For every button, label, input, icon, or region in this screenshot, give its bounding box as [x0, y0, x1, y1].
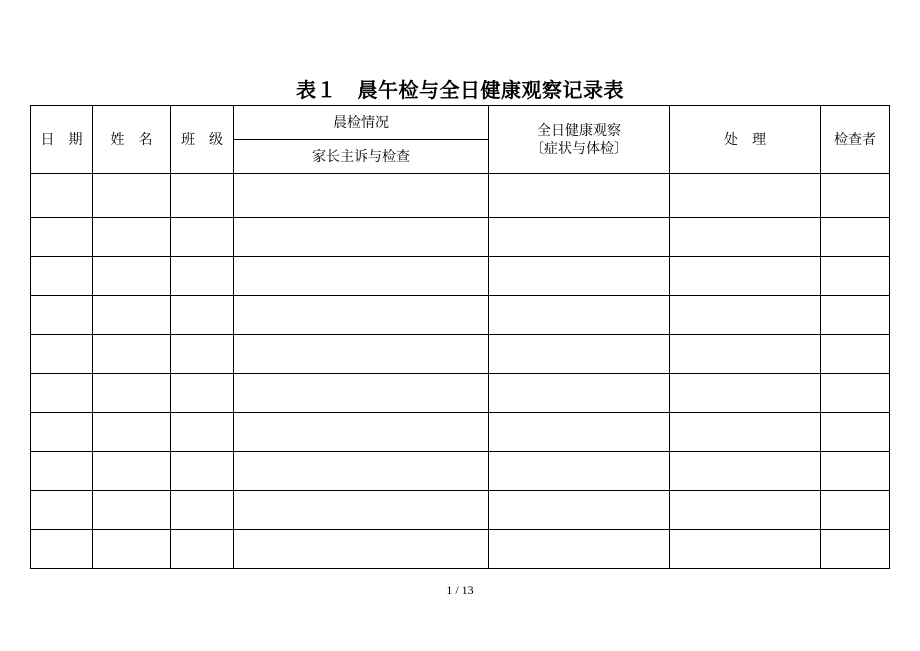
- table-row: [31, 491, 890, 530]
- handling-cell: [670, 218, 821, 257]
- date-cell: [31, 218, 93, 257]
- health-record-table: [30, 105, 890, 569]
- observation-cell: [489, 452, 670, 491]
- inspector-cell: [821, 491, 890, 530]
- morning-check-cell: [234, 174, 489, 218]
- observation-cell: [489, 218, 670, 257]
- date-cell: [31, 257, 93, 296]
- table-row: [31, 218, 890, 257]
- name-cell: [93, 452, 171, 491]
- handling-cell: [670, 296, 821, 335]
- inspector-cell: [821, 218, 890, 257]
- inspector-cell: [821, 257, 890, 296]
- table-row: [31, 296, 890, 335]
- class-cell: [171, 218, 234, 257]
- table-body: [31, 174, 890, 569]
- page-number: 1 / 13: [446, 583, 474, 597]
- header-class: 班 级: [171, 106, 234, 174]
- handling-cell: [670, 335, 821, 374]
- table-row: [31, 530, 890, 569]
- observation-cell: [489, 174, 670, 218]
- observation-cell: [489, 413, 670, 452]
- name-cell: [93, 413, 171, 452]
- name-cell: [93, 335, 171, 374]
- handling-cell: [670, 491, 821, 530]
- header-inspector: 检查者: [821, 106, 890, 174]
- morning-check-cell: [234, 491, 489, 530]
- header-daily-observation-line2: 〔症状与体检〕: [530, 140, 628, 157]
- observation-cell: [489, 491, 670, 530]
- morning-check-cell: [234, 335, 489, 374]
- handling-cell: [670, 374, 821, 413]
- handling-cell: [670, 530, 821, 569]
- date-cell: [31, 491, 93, 530]
- name-cell: [93, 257, 171, 296]
- header-name: 姓 名: [93, 106, 171, 174]
- handling-cell: [670, 413, 821, 452]
- handling-cell: [670, 452, 821, 491]
- morning-check-cell: [234, 452, 489, 491]
- date-cell: [31, 374, 93, 413]
- table-row: [31, 174, 890, 218]
- class-cell: [171, 174, 234, 218]
- date-cell: [31, 530, 93, 569]
- class-cell: [171, 452, 234, 491]
- class-cell: [171, 491, 234, 530]
- page-title: 表１ 晨午检与全日健康观察记录表: [296, 78, 624, 102]
- observation-cell: [489, 296, 670, 335]
- observation-cell: [489, 530, 670, 569]
- inspector-cell: [821, 530, 890, 569]
- morning-check-cell: [234, 530, 489, 569]
- handling-cell: [670, 257, 821, 296]
- observation-cell: [489, 335, 670, 374]
- handling-cell: [670, 174, 821, 218]
- class-cell: [171, 296, 234, 335]
- class-cell: [171, 530, 234, 569]
- header-parent-complaint: 家长主诉与检查: [234, 140, 489, 174]
- observation-cell: [489, 374, 670, 413]
- observation-cell: [489, 257, 670, 296]
- date-cell: [31, 335, 93, 374]
- name-cell: [93, 530, 171, 569]
- table-row: [31, 257, 890, 296]
- class-cell: [171, 374, 234, 413]
- table-row: [31, 374, 890, 413]
- inspector-cell: [821, 335, 890, 374]
- date-cell: [31, 413, 93, 452]
- name-cell: [93, 174, 171, 218]
- morning-check-cell: [234, 413, 489, 452]
- date-cell: [31, 174, 93, 218]
- table-row: [31, 335, 890, 374]
- morning-check-cell: [234, 218, 489, 257]
- inspector-cell: [821, 413, 890, 452]
- morning-check-cell: [234, 374, 489, 413]
- inspector-cell: [821, 174, 890, 218]
- date-cell: [31, 452, 93, 491]
- date-cell: [31, 296, 93, 335]
- name-cell: [93, 374, 171, 413]
- table-row: [31, 452, 890, 491]
- header-date: 日 期: [31, 106, 93, 174]
- header-handling: 处 理: [670, 106, 821, 174]
- class-cell: [171, 413, 234, 452]
- table-row: [31, 413, 890, 452]
- header-daily-observation: [489, 106, 670, 174]
- class-cell: [171, 257, 234, 296]
- inspector-cell: [821, 452, 890, 491]
- class-cell: [171, 335, 234, 374]
- header-morning-check: 晨检情况: [234, 106, 489, 140]
- name-cell: [93, 218, 171, 257]
- morning-check-cell: [234, 257, 489, 296]
- inspector-cell: [821, 374, 890, 413]
- morning-check-cell: [234, 296, 489, 335]
- name-cell: [93, 296, 171, 335]
- table-header: [31, 106, 890, 174]
- name-cell: [93, 491, 171, 530]
- header-daily-observation-line1: 全日健康观察: [537, 122, 621, 139]
- inspector-cell: [821, 296, 890, 335]
